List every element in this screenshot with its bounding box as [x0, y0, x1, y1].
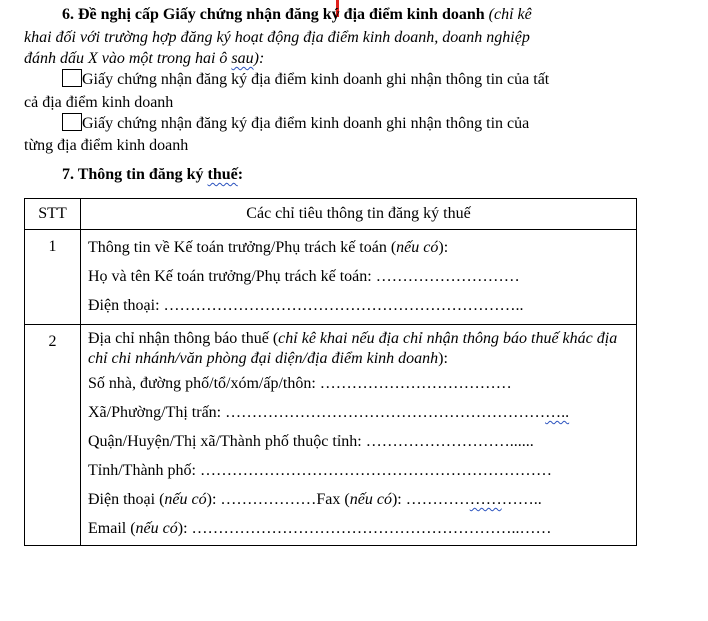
header-criteria: Các chỉ tiêu thông tin đăng ký thuế [81, 199, 637, 230]
section6-title: 6. Đề nghị cấp Giấy chứng nhận đăng ký địa điểm kinh doanh [62, 6, 485, 23]
row1-phone-field: Điện thoại: ………………………………………………………….. [88, 297, 524, 314]
option1-checkbox[interactable] [62, 69, 82, 87]
section6-note-start: (chỉ kê [488, 6, 532, 23]
row2-title-suffix: ): [438, 350, 448, 367]
tax-info-table [24, 198, 637, 546]
row2-phone-italic: nếu có [164, 491, 207, 508]
row1-title [81, 230, 636, 262]
row2-stt: 2 [48, 333, 57, 350]
row2-street-field: Số nhà, đường phố/tổ/xóm/ấp/thôn: ……………………………… [88, 375, 512, 392]
row1-name-field: Họ và tên Kế toán trưởng/Phụ trách kế toán: ……………………… [88, 268, 520, 285]
row2-ward-field [81, 398, 636, 427]
option2-line2: từng địa điểm kinh doanh [24, 137, 189, 154]
header-stt: STT [25, 199, 81, 230]
section6-note-line3 [24, 48, 264, 69]
table-row [25, 325, 637, 546]
row2-email-italic: nếu có [135, 520, 178, 537]
row2-email-label: Email ( [88, 520, 136, 537]
row1-title-italic: nếu có [396, 239, 439, 256]
row2-ward-text: Xã/Phường/Thị trấn: …………………………………………………… [88, 404, 546, 421]
row2-phone-label: Điện thoại ( [88, 491, 165, 508]
table-row [25, 230, 637, 325]
option2-text: Giấy chứng nhận đăng ký địa điểm kinh doanh ghi nhận thông tin của [82, 115, 530, 132]
row2-fax-tail-a: ): ………… [391, 491, 470, 508]
table-header-row [25, 199, 637, 230]
row1-stt-cell [25, 230, 81, 325]
row2-stt-cell [25, 325, 81, 546]
option2-checkbox[interactable] [62, 113, 82, 131]
row1-content [81, 230, 637, 325]
section6-title-line [62, 4, 532, 25]
row2-title [81, 325, 636, 369]
row2-fax-tail-b: …….. [501, 491, 542, 508]
row2-email-tail: ): ……………………………………………………..…… [177, 520, 552, 537]
row2-ward-tail: ….. [545, 404, 570, 421]
option1-line1 [62, 69, 549, 90]
row2-title-prefix: Địa chỉ nhận thông báo thuế ( [88, 330, 279, 347]
row2-content [81, 325, 637, 546]
option2-line1 [62, 113, 529, 134]
row2-fax-italic: nếu có [349, 491, 392, 508]
row2-email-field [81, 514, 636, 543]
section7-title: 7. Thông tin đăng ký thuế: [62, 166, 244, 183]
row1-stt: 1 [48, 238, 57, 255]
section6-note-line2: khai đối với trường hợp đăng ký hoạt động địa điểm kinh doanh, doanh nghiệp [24, 29, 530, 46]
row2-fax-tail-squig: …… [469, 491, 502, 508]
option1-line2: cả địa điểm kinh doanh [24, 94, 174, 111]
row2-province-field: Tỉnh/Thành phố: ………………………………………………………… [88, 462, 552, 479]
row2-phone-fax-field [81, 485, 636, 514]
section6-note-line3-text: đánh dấu X vào một trong hai ô sau): [24, 50, 265, 67]
row2-title-italic: chỉ kê khai nếu địa chỉ nhận thông báo thuế khác địa chỉ chi nhánh/văn phòng đại diện/địa điểm kinh doanh [88, 330, 618, 367]
row2-phone-mid: ): ………………Fax ( [206, 491, 350, 508]
option1-text: Giấy chứng nhận đăng ký địa điểm kinh doanh ghi nhận thông tin của tất [82, 71, 550, 88]
row1-title-suffix: ): [438, 239, 449, 256]
row2-district-field: Quận/Huyện/Thị xã/Thành phố thuộc tỉnh: ………………………...... [88, 433, 534, 450]
row1-title-prefix: Thông tin về Kế toán trưởng/Phụ trách kế toán ( [88, 239, 397, 256]
